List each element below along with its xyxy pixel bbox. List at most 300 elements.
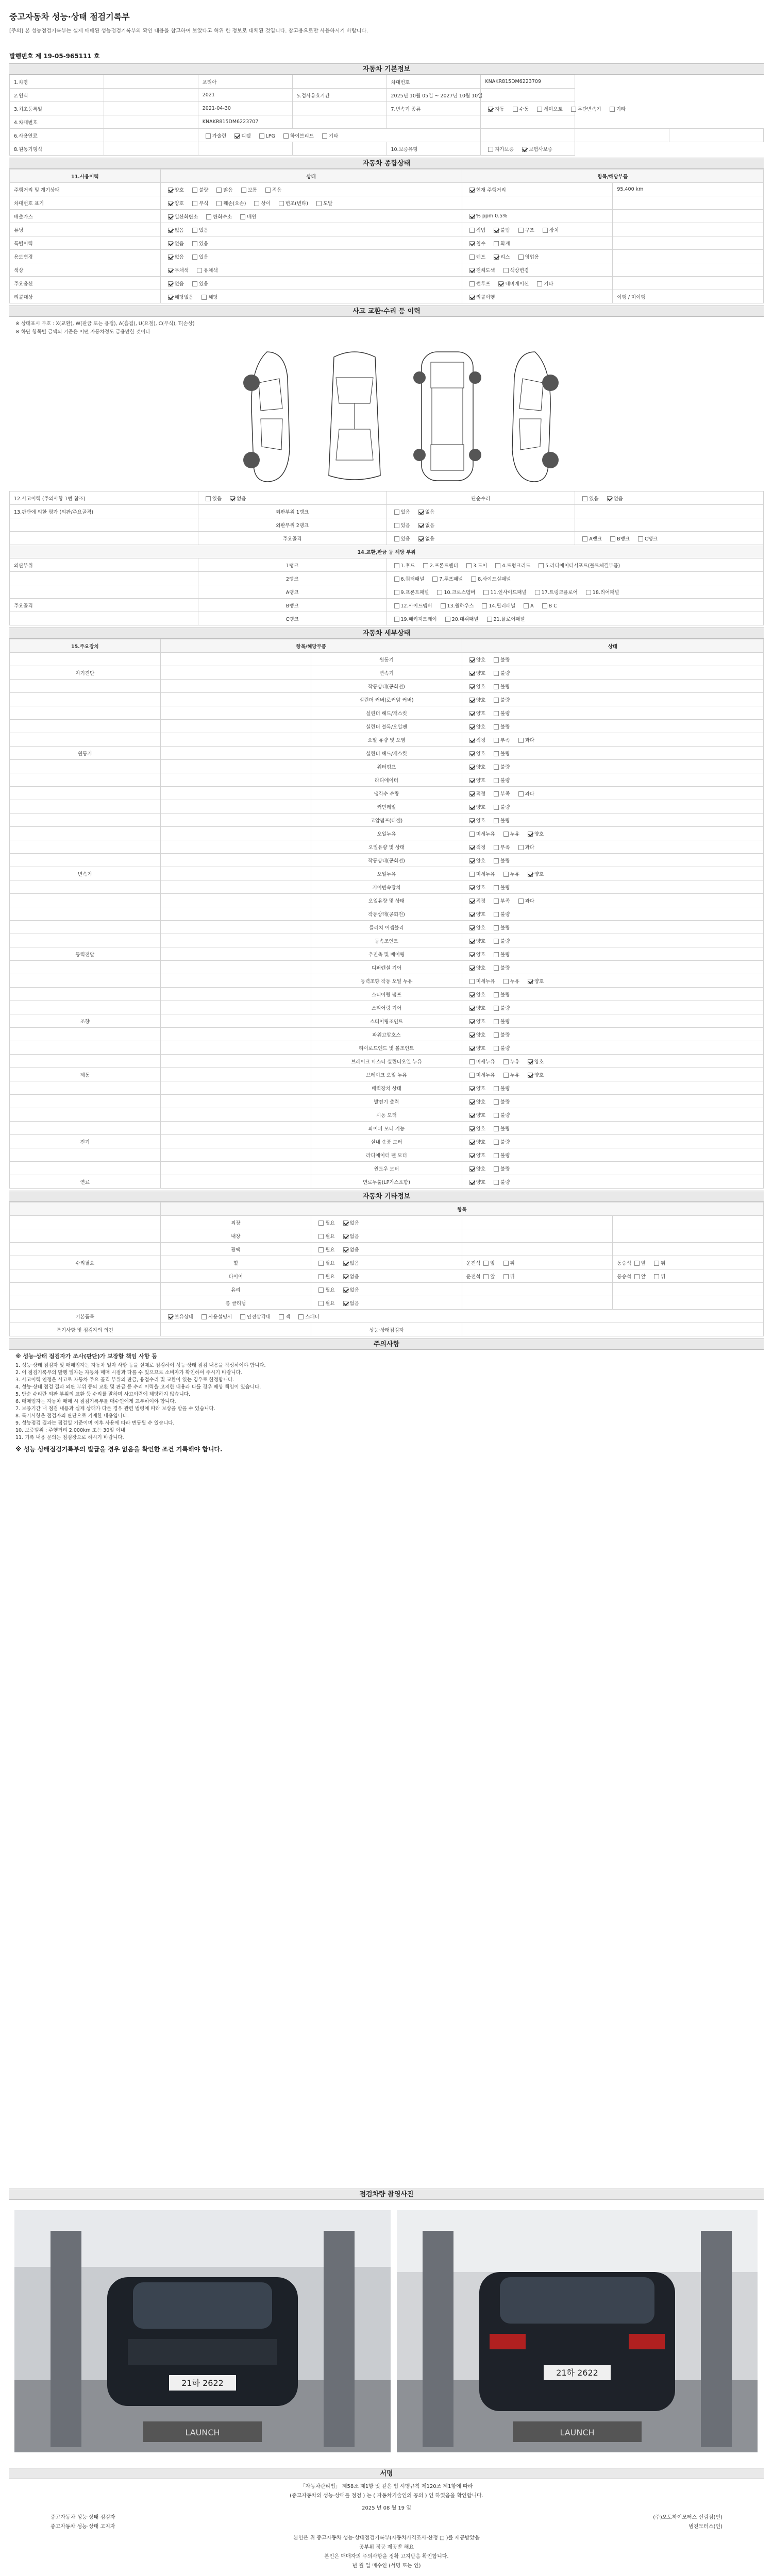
- side-label: [10, 585, 198, 599]
- option-checkbox[interactable]: [469, 1166, 475, 1172]
- option-checkbox[interactable]: [494, 1166, 499, 1172]
- option-checkbox[interactable]: [539, 563, 544, 568]
- row-label: 색상: [10, 263, 161, 277]
- option-checkbox[interactable]: [503, 268, 509, 273]
- option: [231, 132, 250, 139]
- option-checkbox[interactable]: [494, 899, 499, 904]
- option-checkbox[interactable]: [216, 188, 222, 193]
- option-checkbox[interactable]: [192, 228, 197, 233]
- option-checkbox[interactable]: [469, 912, 475, 917]
- option-checkbox[interactable]: [610, 107, 615, 112]
- option-checkbox[interactable]: [469, 952, 475, 957]
- option-checkbox[interactable]: [394, 590, 399, 595]
- option-checkbox[interactable]: [322, 133, 327, 139]
- option: [525, 977, 544, 985]
- option-checkbox[interactable]: [469, 832, 475, 837]
- option-checkbox[interactable]: [469, 241, 475, 246]
- option-checkbox[interactable]: [494, 671, 499, 676]
- basic-cell: 8.원동기형식: [10, 142, 104, 156]
- option-checkbox[interactable]: [394, 536, 399, 541]
- item-label: 실내 송풍 모터: [311, 1135, 462, 1148]
- option-checkbox[interactable]: [168, 201, 173, 206]
- option-label: 미세누유: [476, 1072, 495, 1078]
- option-checkbox[interactable]: [469, 979, 475, 984]
- option-checkbox[interactable]: [437, 590, 442, 595]
- option-checkbox[interactable]: [503, 1261, 509, 1266]
- group-label: 제동: [10, 1068, 161, 1081]
- option-checkbox[interactable]: [469, 1113, 475, 1118]
- option-checkbox[interactable]: [469, 1140, 475, 1145]
- back-options: [613, 1216, 764, 1229]
- option-checkbox[interactable]: [469, 1086, 475, 1091]
- option-checkbox[interactable]: [318, 1274, 324, 1279]
- option-checkbox[interactable]: [298, 1314, 304, 1319]
- option-checkbox[interactable]: [432, 577, 438, 582]
- table-row: [10, 720, 764, 733]
- table-row: [10, 760, 764, 773]
- option-checkbox[interactable]: [494, 1099, 499, 1105]
- note-line: 1. 성능·상태 점검자 및 매매업자는 자동차 일자 사항 등을 실제로 점검하여 성능·상태 점검 내용을 작성하여야 합니다.: [15, 1363, 266, 1368]
- option-label: 양호: [476, 710, 486, 717]
- option-checkbox[interactable]: [441, 603, 446, 608]
- option-checkbox[interactable]: [418, 536, 424, 541]
- option: [251, 199, 270, 207]
- option-checkbox[interactable]: [469, 684, 475, 689]
- item-label: 스티어링 기어: [311, 1001, 462, 1014]
- option-checkbox[interactable]: [168, 295, 173, 300]
- option-checkbox[interactable]: [279, 1314, 284, 1319]
- option-label: 2.프론트펜더: [429, 563, 458, 569]
- option-checkbox[interactable]: [494, 912, 499, 917]
- option-label: 사용설명서: [208, 1314, 232, 1320]
- item-label: 추진축 및 베어링: [311, 947, 462, 961]
- option-checkbox[interactable]: [571, 107, 576, 112]
- option-checkbox[interactable]: [494, 255, 499, 260]
- option-checkbox[interactable]: [259, 133, 264, 139]
- option-checkbox[interactable]: [522, 147, 527, 152]
- row-label: 특별이력: [10, 236, 161, 250]
- rank-label: C랭크: [198, 612, 386, 625]
- option-checkbox[interactable]: [488, 147, 493, 152]
- option-checkbox[interactable]: [394, 577, 399, 582]
- option-checkbox[interactable]: [518, 738, 524, 743]
- option-checkbox[interactable]: [494, 778, 499, 783]
- option-checkbox[interactable]: [582, 536, 587, 541]
- option-checkbox[interactable]: [494, 1180, 499, 1185]
- option-checkbox[interactable]: [168, 228, 173, 233]
- option-checkbox[interactable]: [318, 1301, 324, 1306]
- option-checkbox[interactable]: [498, 281, 503, 286]
- option-checkbox[interactable]: [542, 603, 547, 608]
- option-checkbox[interactable]: [494, 751, 499, 756]
- option-checkbox[interactable]: [494, 1126, 499, 1131]
- option-checkbox[interactable]: [469, 1153, 475, 1158]
- option-checkbox[interactable]: [483, 1261, 489, 1266]
- option-checkbox[interactable]: [494, 952, 499, 957]
- option-checkbox[interactable]: [201, 1314, 207, 1319]
- option-checkbox[interactable]: [343, 1247, 348, 1252]
- option-checkbox[interactable]: [654, 1261, 659, 1266]
- option-checkbox[interactable]: [503, 832, 509, 837]
- option-checkbox[interactable]: [494, 738, 499, 743]
- option-checkbox[interactable]: [241, 188, 246, 193]
- option-checkbox[interactable]: [318, 1247, 324, 1252]
- option-checkbox[interactable]: [394, 603, 399, 608]
- option-checkbox[interactable]: [469, 1059, 475, 1064]
- side-label: [10, 612, 198, 625]
- option-checkbox[interactable]: [254, 201, 259, 206]
- item-label: 오일누유: [311, 827, 462, 840]
- option-checkbox[interactable]: [343, 1221, 348, 1226]
- option-checkbox[interactable]: [343, 1301, 348, 1306]
- sub-cell: [160, 1148, 311, 1162]
- option: [189, 253, 208, 260]
- front-options: 운전석 앞 뒤: [462, 1256, 613, 1269]
- option-checkbox[interactable]: [469, 711, 475, 716]
- table-row: [10, 894, 764, 907]
- sign-line-3: 본인은 위 중고자동차 성능·상태점검기록부(자동차가격조사·산정 □ )를 제공받았음: [293, 2535, 480, 2541]
- option-checkbox[interactable]: [528, 1073, 533, 1078]
- option: [500, 266, 529, 274]
- option-checkbox[interactable]: [423, 563, 428, 568]
- option-checkbox[interactable]: [168, 268, 173, 273]
- option-checkbox[interactable]: [494, 885, 499, 890]
- option: [466, 884, 485, 891]
- option-checkbox[interactable]: [469, 858, 475, 863]
- option-label: 누유: [510, 871, 519, 877]
- table-row: [10, 545, 764, 558]
- option-checkbox[interactable]: [316, 201, 322, 206]
- option-checkbox[interactable]: [230, 496, 235, 501]
- option: [479, 602, 515, 609]
- option-checkbox[interactable]: [469, 805, 475, 810]
- option-checkbox[interactable]: [494, 818, 499, 823]
- option-label: 불량: [500, 1032, 510, 1038]
- option-checkbox[interactable]: [518, 899, 524, 904]
- option-checkbox[interactable]: [469, 657, 475, 663]
- option-checkbox[interactable]: [394, 510, 399, 515]
- option-checkbox[interactable]: [586, 590, 591, 595]
- option-checkbox[interactable]: [201, 295, 207, 300]
- option-checkbox[interactable]: [469, 228, 475, 233]
- option-label: 없음: [349, 1260, 359, 1266]
- notes-head: ※ 성능·상태 점검자가 조사(판단)가 보장할 책임 사항 등: [15, 1353, 157, 1360]
- item-label: 오일 유량 및 오염: [311, 733, 462, 747]
- basic-cell: [198, 129, 481, 142]
- option-checkbox[interactable]: [494, 724, 499, 730]
- option-checkbox[interactable]: [503, 1274, 509, 1279]
- option-checkbox[interactable]: [469, 1073, 475, 1078]
- table-row: [10, 290, 764, 303]
- state-options: [462, 706, 763, 720]
- option-checkbox[interactable]: [283, 133, 289, 139]
- option-checkbox[interactable]: [494, 939, 499, 944]
- option-checkbox[interactable]: [528, 1059, 533, 1064]
- option-checkbox[interactable]: [528, 979, 533, 984]
- option-checkbox[interactable]: [192, 255, 197, 260]
- option-checkbox[interactable]: [469, 751, 475, 756]
- option: [631, 1259, 646, 1266]
- option: [466, 951, 485, 958]
- state-options: [462, 1014, 763, 1028]
- option-checkbox[interactable]: [488, 107, 493, 112]
- front-photo: [14, 2210, 391, 2452]
- state-options: [462, 1081, 763, 1095]
- basic-info-section: [9, 63, 764, 156]
- item-label: 파워고압호스: [311, 1028, 462, 1041]
- option-checkbox[interactable]: [469, 1006, 475, 1011]
- option-checkbox[interactable]: [543, 228, 548, 233]
- table-row: [10, 612, 764, 625]
- option-label: 양호: [476, 1045, 486, 1052]
- option-checkbox[interactable]: [494, 1046, 499, 1051]
- option-checkbox[interactable]: [168, 241, 173, 246]
- option-checkbox[interactable]: [634, 1274, 640, 1279]
- option-label: 매연: [247, 214, 257, 220]
- option-label: 필요: [325, 1260, 335, 1266]
- option-checkbox[interactable]: [494, 1153, 499, 1158]
- table-row: [10, 1216, 764, 1229]
- option-checkbox[interactable]: [494, 805, 499, 810]
- option-checkbox[interactable]: [469, 188, 475, 193]
- state-options: [462, 974, 763, 988]
- table-row: [10, 653, 764, 666]
- option-checkbox[interactable]: [343, 1287, 348, 1293]
- option-checkbox[interactable]: [469, 268, 475, 273]
- option-checkbox[interactable]: [469, 818, 475, 823]
- option-checkbox[interactable]: [537, 281, 542, 286]
- option-checkbox[interactable]: [469, 1180, 475, 1185]
- option-checkbox[interactable]: [494, 845, 499, 850]
- table-row: [10, 1014, 764, 1028]
- option-checkbox[interactable]: [494, 765, 499, 770]
- option-checkbox[interactable]: [469, 1019, 475, 1024]
- option-checkbox[interactable]: [469, 1032, 475, 1038]
- option-checkbox[interactable]: [469, 214, 475, 219]
- option-checkbox[interactable]: [518, 228, 524, 233]
- item-label: 발전기 출력: [311, 1095, 462, 1108]
- option: [491, 723, 510, 730]
- option-checkbox[interactable]: [483, 590, 489, 595]
- option-checkbox[interactable]: [494, 1019, 499, 1024]
- option-checkbox[interactable]: [318, 1261, 324, 1266]
- option-checkbox[interactable]: [494, 1086, 499, 1091]
- option: [189, 186, 208, 193]
- option-checkbox[interactable]: [469, 845, 475, 850]
- option: [491, 750, 510, 757]
- option-checkbox[interactable]: [394, 523, 399, 528]
- option-checkbox[interactable]: [469, 1046, 475, 1051]
- option-checkbox[interactable]: [469, 885, 475, 890]
- option-checkbox[interactable]: [494, 858, 499, 863]
- option-checkbox[interactable]: [343, 1274, 348, 1279]
- basic-cell: [386, 115, 481, 129]
- option-checkbox[interactable]: [445, 617, 450, 622]
- option-checkbox[interactable]: [494, 1006, 499, 1011]
- page-title: 중고자동차 성능·상태 점검기록부: [9, 12, 130, 22]
- option-checkbox[interactable]: [503, 1073, 509, 1078]
- option-checkbox[interactable]: [654, 1274, 659, 1279]
- note-line: 2. 이 점검기록부의 발행 일자는 자동차 매매 시점과 다를 수 있으므로 소비자가 확인하여 주시기 바랍니다.: [15, 1370, 242, 1376]
- option-checkbox[interactable]: [469, 724, 475, 730]
- option-checkbox[interactable]: [394, 563, 399, 568]
- option-label: 수동: [519, 106, 529, 112]
- option-checkbox[interactable]: [418, 510, 424, 515]
- option-checkbox[interactable]: [192, 201, 197, 206]
- option-checkbox[interactable]: [503, 872, 509, 877]
- option-checkbox[interactable]: [607, 496, 612, 501]
- option-label: 없음: [174, 241, 184, 247]
- option-checkbox[interactable]: [513, 107, 518, 112]
- option-label: 적정: [476, 898, 486, 904]
- option-checkbox[interactable]: [192, 188, 197, 193]
- option-checkbox[interactable]: [483, 1274, 489, 1279]
- blank: [575, 505, 764, 518]
- need-options: [311, 1256, 462, 1269]
- option-checkbox[interactable]: [240, 1314, 245, 1319]
- option-checkbox[interactable]: [494, 241, 499, 246]
- option-checkbox[interactable]: [494, 698, 499, 703]
- option-checkbox[interactable]: [469, 1126, 475, 1131]
- option-label: 없음: [174, 254, 184, 260]
- option-checkbox[interactable]: [469, 899, 475, 904]
- option-checkbox[interactable]: [494, 965, 499, 971]
- option-checkbox[interactable]: [192, 281, 197, 286]
- option-checkbox[interactable]: [469, 791, 475, 796]
- option-checkbox[interactable]: [418, 523, 424, 528]
- option-label: 5.라디에이터서포트(볼트체결부품): [545, 563, 620, 569]
- option-checkbox[interactable]: [469, 939, 475, 944]
- option-checkbox[interactable]: [318, 1234, 324, 1239]
- option-checkbox[interactable]: [192, 241, 197, 246]
- option-checkbox[interactable]: [518, 791, 524, 796]
- option-checkbox[interactable]: [469, 992, 475, 997]
- option-checkbox[interactable]: [318, 1287, 324, 1293]
- option-checkbox[interactable]: [494, 1113, 499, 1118]
- option-checkbox[interactable]: [206, 496, 211, 501]
- option-checkbox[interactable]: [469, 778, 475, 783]
- option-label: 적음: [272, 187, 282, 193]
- option-checkbox[interactable]: [528, 872, 533, 877]
- option-checkbox[interactable]: [318, 1221, 324, 1226]
- option-label: 과다: [525, 844, 534, 851]
- option-checkbox[interactable]: [469, 738, 475, 743]
- option-checkbox[interactable]: [279, 201, 284, 206]
- option-checkbox[interactable]: [487, 617, 492, 622]
- option-checkbox[interactable]: [469, 1099, 475, 1105]
- option-checkbox[interactable]: [234, 133, 240, 139]
- option-checkbox[interactable]: [394, 617, 399, 622]
- option-checkbox[interactable]: [469, 925, 475, 930]
- option-checkbox[interactable]: [216, 201, 222, 206]
- option-checkbox[interactable]: [528, 832, 533, 837]
- car-right-side-icon: [494, 347, 566, 486]
- basic-cell: [292, 75, 386, 89]
- option-checkbox[interactable]: [494, 992, 499, 997]
- option-checkbox[interactable]: [494, 684, 499, 689]
- photo-section: [9, 2189, 764, 2200]
- option-checkbox[interactable]: [582, 496, 587, 501]
- option-label: 누유: [510, 978, 519, 985]
- option-checkbox[interactable]: [494, 711, 499, 716]
- option-checkbox[interactable]: [638, 536, 643, 541]
- table-row: [10, 666, 764, 680]
- option: [340, 1299, 359, 1307]
- option-checkbox[interactable]: [343, 1261, 348, 1266]
- rank-label: 2랭크: [198, 572, 386, 585]
- table-row: [10, 75, 764, 89]
- option-checkbox[interactable]: [240, 214, 245, 219]
- sign-line-5: 본인은 매매자의 주의사항을 정확 고지받음 확인합니다.: [324, 2554, 449, 2560]
- option-checkbox[interactable]: [537, 107, 542, 112]
- option-checkbox[interactable]: [610, 536, 615, 541]
- option-checkbox[interactable]: [168, 255, 173, 260]
- option-label: 7.루프패널: [439, 576, 463, 582]
- option-checkbox[interactable]: [469, 281, 475, 286]
- row-label: 용도변경: [10, 250, 161, 263]
- option-checkbox[interactable]: [469, 765, 475, 770]
- option-checkbox[interactable]: [494, 1140, 499, 1145]
- option-checkbox[interactable]: [503, 979, 509, 984]
- option-checkbox[interactable]: [518, 845, 524, 850]
- table-row: [10, 210, 764, 223]
- option: [491, 1178, 510, 1185]
- option-checkbox[interactable]: [168, 188, 173, 193]
- option-checkbox[interactable]: [197, 268, 202, 273]
- option-checkbox[interactable]: [469, 965, 475, 971]
- option-checkbox[interactable]: [518, 255, 524, 260]
- option-checkbox[interactable]: [206, 133, 211, 139]
- option-checkbox[interactable]: [524, 603, 529, 608]
- basic-cell: [104, 129, 198, 142]
- state-cell: [160, 290, 462, 303]
- option: [165, 186, 184, 193]
- option-checkbox[interactable]: [343, 1234, 348, 1239]
- option-checkbox[interactable]: [494, 228, 499, 233]
- item-cell: [462, 236, 613, 250]
- option-checkbox[interactable]: [494, 925, 499, 930]
- option-checkbox[interactable]: [469, 295, 475, 300]
- option: [466, 1004, 485, 1011]
- option-checkbox[interactable]: [494, 657, 499, 663]
- option-checkbox[interactable]: [469, 255, 475, 260]
- option-checkbox[interactable]: [494, 1032, 499, 1038]
- option: [500, 1071, 519, 1078]
- option-checkbox[interactable]: [503, 1059, 509, 1064]
- option-checkbox[interactable]: [168, 281, 173, 286]
- option-checkbox[interactable]: [168, 1314, 173, 1319]
- option-checkbox[interactable]: [482, 603, 487, 608]
- option-checkbox[interactable]: [206, 214, 211, 219]
- option-checkbox[interactable]: [495, 563, 500, 568]
- option-checkbox[interactable]: [168, 214, 173, 219]
- option-checkbox[interactable]: [469, 872, 475, 877]
- item-label: 클러치 어셈블리: [311, 921, 462, 934]
- basic-cell: [292, 142, 386, 156]
- option-checkbox[interactable]: [535, 590, 540, 595]
- option-checkbox[interactable]: [466, 563, 472, 568]
- option-checkbox[interactable]: [634, 1261, 640, 1266]
- option-checkbox[interactable]: [494, 791, 499, 796]
- option-checkbox[interactable]: [265, 188, 271, 193]
- option: [534, 280, 553, 287]
- option-checkbox[interactable]: [469, 698, 475, 703]
- option-label: 3.도어: [473, 563, 488, 569]
- option-checkbox[interactable]: [469, 671, 475, 676]
- option-checkbox[interactable]: [471, 577, 476, 582]
- group-label: [10, 773, 161, 787]
- table-row: [10, 974, 764, 988]
